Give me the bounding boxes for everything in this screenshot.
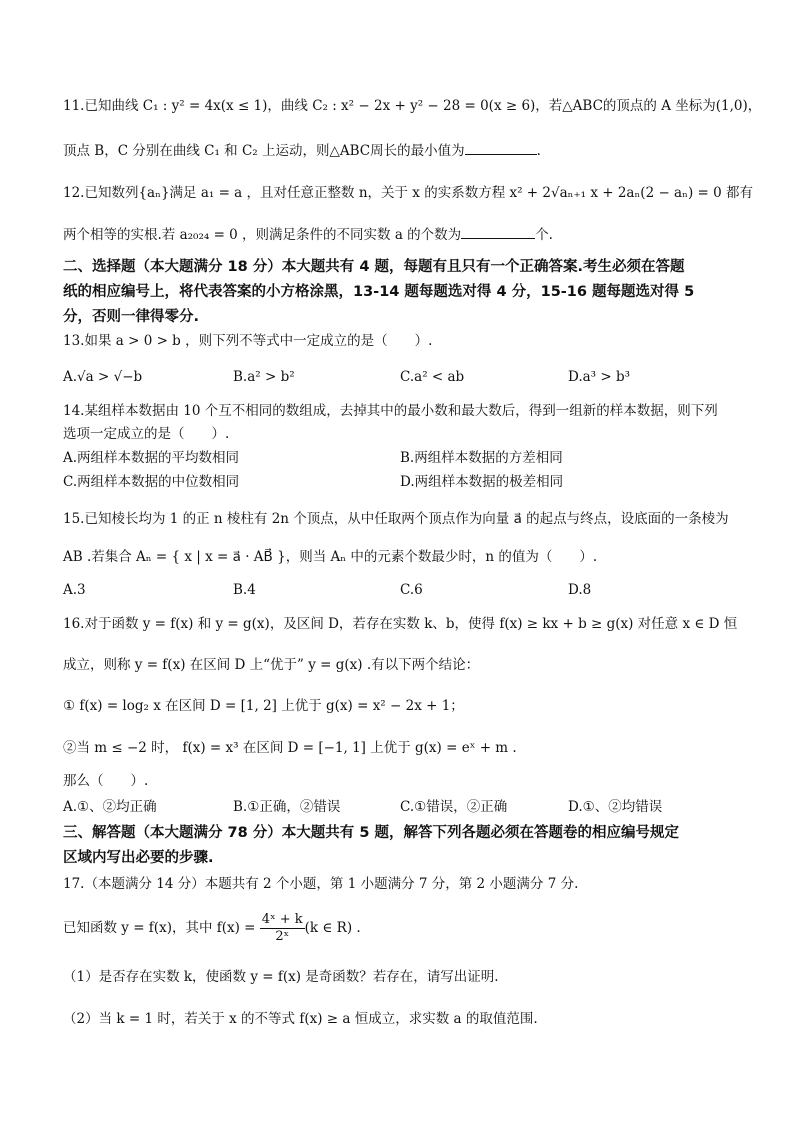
q17-fraction-denominator: 2ˣ	[275, 929, 290, 944]
q16-item1: ① f(x) = log₂ x 在区间 D = [1, 2] 上优于 g(x) = x² − 2x + 1；	[63, 698, 464, 714]
q13-option-b: B.a² > b²	[233, 369, 295, 385]
q11-answer-blank	[465, 140, 537, 155]
q13-stem: 13.如果 a > 0 > b ，则下列不等式中一定成立的是（ ）.	[63, 333, 433, 349]
q11-line1: 11.已知曲线 C₁ : y² = 4x(x ≤ 1)，曲线 C₂ : x² − 2x + y² − 28 = 0(x ≥ 6)，若△ABC的顶点的 A 坐标为(1,0)，	[63, 98, 762, 114]
q11-line2-end: .	[536, 143, 541, 159]
q17-part1: （1）是否存在实数 k，使函数 y = f(x) 是奇函数？若存在，请写出证明.	[63, 969, 499, 985]
q14-option-b: B.两组样本数据的方差相同	[400, 450, 563, 466]
q17-fraction	[260, 912, 305, 945]
q12-line2-end: 个.	[535, 227, 553, 243]
q13-option-c: C.a² < ab	[400, 369, 465, 385]
q14-options-row2	[63, 472, 763, 492]
q14-option-c: C.两组样本数据的中位数相同	[63, 474, 240, 490]
q15-options	[63, 580, 763, 600]
q15-option-b: B.4	[233, 582, 256, 598]
q14-line1: 14.某组样本数据由 10 个互不相同的数组成，去掉其中的最小数和最大数后，得到一组新的样本数据，则下列	[63, 403, 718, 419]
q12-line1: 12.已知数列{aₙ}满足 a₁ = a ，且对任意正整数 n，关于 x 的实系数方程 x² + 2√aₙ₊₁ x + 2aₙ(2 − aₙ) = 0 都有	[63, 185, 753, 201]
q15-option-a: A.3	[63, 582, 86, 598]
q17-intro: 17.（本题满分 14 分）本题共有 2 个小题，第 1 小题满分 7 分，第 2 小题满分 7 分.	[63, 876, 579, 892]
q16-option-d: D.①、②均错误	[568, 799, 663, 815]
section2-line3: 分，否则一律得零分.	[63, 309, 200, 325]
q15-option-d: D.8	[568, 582, 592, 598]
q14-line2: 选项一定成立的是（ ）.	[63, 426, 230, 442]
section2-line2: 纸的相应编号上，将代表答案的小方格涂黑，13-14 题每题选对得 4 分，15-16 题每题选对得 5	[63, 284, 695, 300]
q16-option-b: B.①正确，②错误	[233, 799, 341, 815]
q15-line1: 15.已知棱长均为 1 的正 n 棱柱有 2n 个顶点，从中任取两个顶点作为向量 a⃗ 的起点与终点，设底面的一条棱为	[63, 511, 729, 527]
q14-options-row1	[63, 448, 763, 468]
q13-option-d: D.a³ > b³	[568, 369, 631, 385]
q16-option-c: C.①错误，②正确	[400, 799, 508, 815]
q17-given-suffix: (k ∈ R) .	[304, 920, 361, 936]
section3-line2: 区域内写出必要的步骤.	[63, 850, 214, 866]
q13-options	[63, 367, 763, 387]
q12-line2-text: 两个相等的实根.若 a₂₀₂₄ = 0 ，则满足条件的不同实数 a 的个数为	[63, 227, 462, 243]
q16-line1: 16.对于函数 y = f(x) 和 y = g(x)，及区间 D，若存在实数 k、b，使得 f(x) ≥ kx + b ≥ g(x) 对任意 x ∈ D 恒	[63, 616, 738, 632]
q15-option-c: C.6	[400, 582, 423, 598]
q12-answer-blank	[461, 224, 535, 239]
section3-line1: 三、解答题（本大题满分 78 分）本大题共有 5 题，解答下列各题必须在答题卷的相应编号规定	[63, 825, 679, 841]
q17-given	[63, 908, 754, 948]
q11-line2	[63, 140, 754, 161]
q15-line2: AB .若集合 Aₙ = { x | x = a⃗ · AB⃗ }，则当 Aₙ 中的元素个数最少时，n 的值为（ ）.	[63, 549, 598, 565]
section2-line1: 二、选择题（本大题满分 18 分）本大题共有 4 题，每题有且只有一个正确答案.考生必须在答题	[63, 259, 685, 275]
q16-item2: ②当 m ≤ −2 时， f(x) = x³ 在区间 D = [−1, 1] 上优于 g(x) = eˣ + m .	[63, 740, 517, 756]
q16-then: 那么（ ）.	[63, 773, 149, 789]
q16-options	[63, 797, 763, 817]
q13-option-a: A.√a > √−b	[63, 369, 143, 385]
q17-given-prefix: 已知函数 y = f(x)，其中 f(x) =	[63, 920, 256, 936]
q16-option-a: A.①、②均正确	[63, 799, 157, 815]
q17-part2: （2）当 k = 1 时，若关于 x 的不等式 f(x) ≥ a 恒成立，求实数 a 的取值范围.	[63, 1011, 538, 1027]
q12-line2	[63, 224, 754, 245]
q14-option-a: A.两组样本数据的平均数相同	[63, 450, 240, 466]
q16-line2: 成立，则称 y = f(x) 在区间 D 上“优于” y = g(x) .有以下两个结论：	[63, 657, 480, 673]
q17-fraction-numerator: 4ˣ + k	[261, 912, 303, 927]
q14-option-d: D.两组样本数据的极差相同	[400, 474, 564, 490]
q11-line2-text: 顶点 B，C 分别在曲线 C₁ 和 C₂ 上运动，则△ABC周长的最小值为	[63, 143, 465, 159]
